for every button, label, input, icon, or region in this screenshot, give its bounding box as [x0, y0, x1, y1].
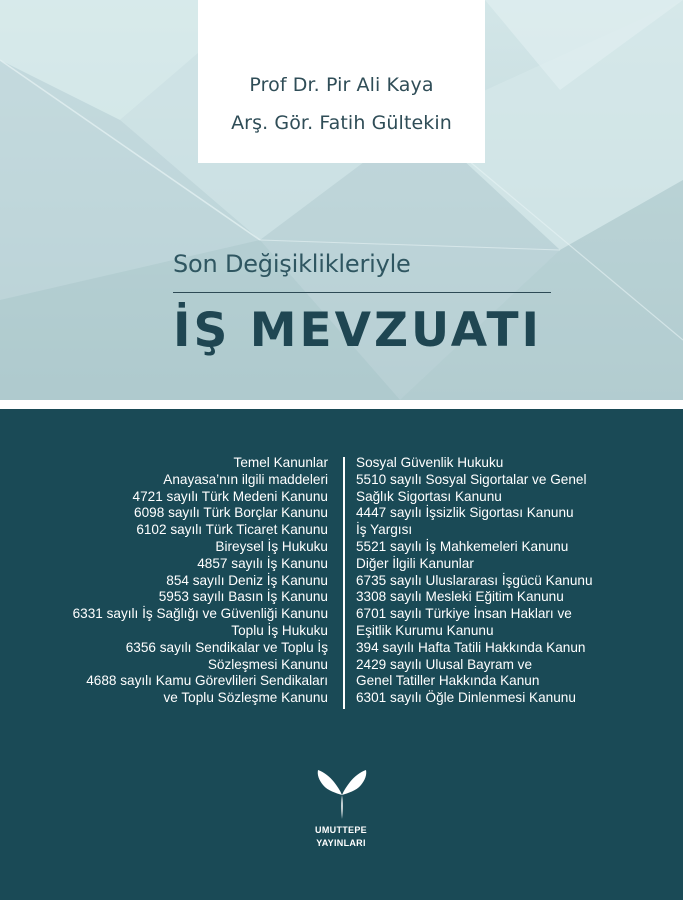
umuttepe-sprout-icon [311, 769, 373, 819]
contents-item: 4688 sayılı Kamu Görevlileri Sendikaları [86, 673, 328, 689]
contents-item: 4447 sayılı İşsizlik Sigortası Kanunu [356, 505, 574, 521]
contents-right-column [356, 455, 593, 707]
contents-item: ve Toplu Sözleşme Kanunu [163, 690, 328, 706]
contents-item: 6735 sayılı Uluslararası İşgücü Kanunu [356, 572, 593, 588]
book-title: İŞ MEVZUATI [173, 303, 543, 358]
contents-item: Bireysel İş Hukuku [215, 538, 328, 554]
contents-item: İş Yargısı [356, 522, 413, 538]
contents-item: Sözleşmesi Kanunu [207, 656, 328, 672]
column-divider [343, 457, 345, 709]
contents-item: 6098 sayılı Türk Borçlar Kanunu [134, 505, 328, 521]
contents-item: 6331 sayılı İş Sağlığı ve Güvenliği Kanunu [72, 606, 328, 622]
contents-item: 5521 sayılı İş Mahkemeleri Kanunu [356, 538, 569, 554]
contents-item: 6102 sayılı Türk Ticaret Kanunu [136, 522, 328, 538]
cover-top-panel [0, 0, 683, 400]
publisher-name: YAYINLARI [316, 838, 366, 848]
contents-item: Diğer İlgili Kanunlar [356, 555, 474, 571]
contents-item: 2429 sayılı Ulusal Bayram ve [356, 656, 533, 672]
contents-item: Toplu İş Hukuku [231, 622, 328, 638]
author-name: Prof Dr. Pir Ali Kaya [249, 74, 434, 96]
contents-left-column [73, 455, 328, 707]
book-subtitle: Son Değişiklikleriyle [173, 250, 411, 278]
white-separator [0, 400, 683, 409]
contents-item: 3308 sayılı Mesleki Eğitim Kanunu [356, 589, 564, 605]
contents-item: 5510 sayılı Sosyal Sigortalar ve Genel [356, 471, 587, 487]
contents-item: 394 sayılı Hafta Tatili Hakkında Kanun [356, 639, 586, 655]
author-box [198, 0, 485, 163]
contents-item: Temel Kanunlar [233, 455, 328, 470]
contents-item: Anayasa’nın ilgili maddeleri [163, 471, 328, 487]
contents-item: 5953 sayılı Basın İş Kanunu [158, 589, 328, 605]
contents-item: Sağlık Sigortası Kanunu [356, 488, 502, 504]
contents-item: 4721 sayılı Türk Medeni Kanunu [132, 488, 328, 504]
contents-item: Eşitlik Kurumu Kanunu [356, 622, 494, 638]
contents-item: 6356 sayılı Sendikalar ve Toplu İş [125, 639, 328, 655]
publisher-name: UMUTTEPE [315, 825, 367, 835]
contents-item: 6701 sayılı Türkiye İnsan Hakları ve [356, 606, 572, 622]
contents-item: Sosyal Güvenlik Hukuku [356, 455, 504, 470]
contents-item: 4857 sayılı İş Kanunu [197, 555, 328, 571]
author-name: Arş. Gör. Fatih Gültekin [231, 112, 452, 134]
contents-item: 6301 sayılı Öğle Dinlenmesi Kanunu [356, 690, 576, 706]
title-rule [173, 292, 551, 293]
contents-item: 854 sayılı Deniz İş Kanunu [166, 572, 328, 588]
cover-bottom-panel [0, 409, 683, 900]
contents-item: Genel Tatiller Hakkında Kanun [356, 673, 540, 689]
